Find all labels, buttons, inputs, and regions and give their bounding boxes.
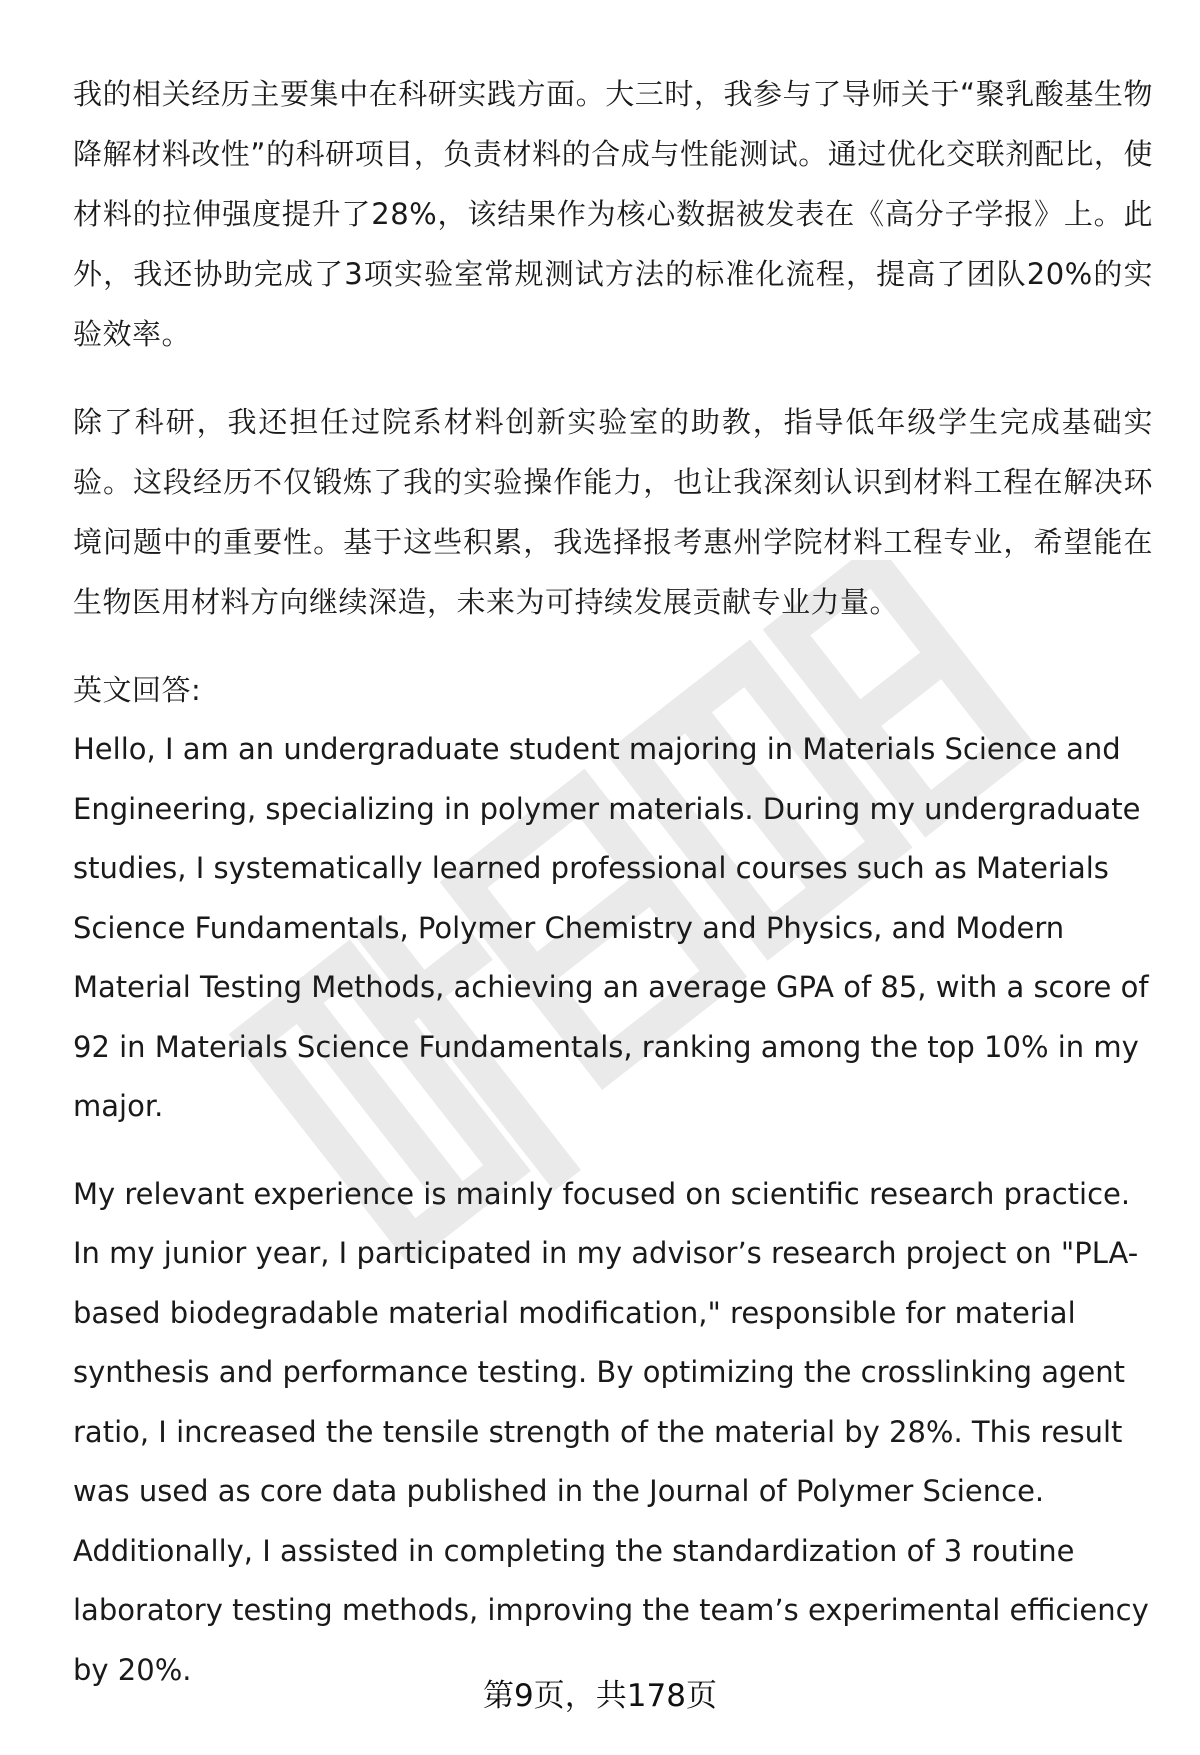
page-number: 第9页，共178页 (483, 1678, 717, 1714)
paragraph-en-intro: Hello, I am an undergraduate student majoring in Materials Science and Engineering, specializing in polymer materials. During my undergraduate studies, I systematically learned professional courses such as Materials Science Fundamentals, Polymer Chemistry and Physics, and Modern Material Testing Methods, achieving an average GPA of 85, with a score of 92 in Materials Science Fundamentals, ranking among the top 10% in my major. (73, 732, 1149, 1123)
paragraph-cn-experience: 我的相关经历主要集中在科研实践方面。大三时，我参与了导师关于“聚乳酸基生物降解材料改性”的科研项目，负责材料的合成与性能测试。通过优化交联剂配比，使材料的拉伸强度提升了28%，该结果作为核心数据被发表在《高分子学报》上。此外，我还协助完成了3项实验室常规测试方法的标准化流程，提高了团队20%的实验效率。 (73, 77, 1153, 351)
paragraph-cn-teaching: 除了科研，我还担任过院系材料创新实验室的助教，指导低年级学生完成基础实验。这段经历不仅锻炼了我的实验操作能力，也让我深刻认识到材料工程在解决环境问题中的重要性。基于这些积累，我选择报考惠州学院材料工程专业，希望能在生物医用材料方向继续深造，未来为可持续发展贡献专业力量。 (73, 405, 1153, 619)
english-answer-heading: 英文回答: (73, 673, 202, 707)
paragraph-en-experience: My relevant experience is mainly focused on scientific research practice. In my junior year, I participated in my advisor’s research project on "PLA-based biodegradable material modification," responsible for material synthesis and performance testing. By optimizing the crosslinking agent ratio, I increased the tensile strength of the material by 28%. This result was used as core data published in the Journal of Polymer Science. Additionally, I assisted in completing the standardization of 3 routine laboratory testing methods, improving the team’s experimental efficiency by 20%. (73, 1176, 1149, 1687)
document-body (73, 64, 1153, 1700)
